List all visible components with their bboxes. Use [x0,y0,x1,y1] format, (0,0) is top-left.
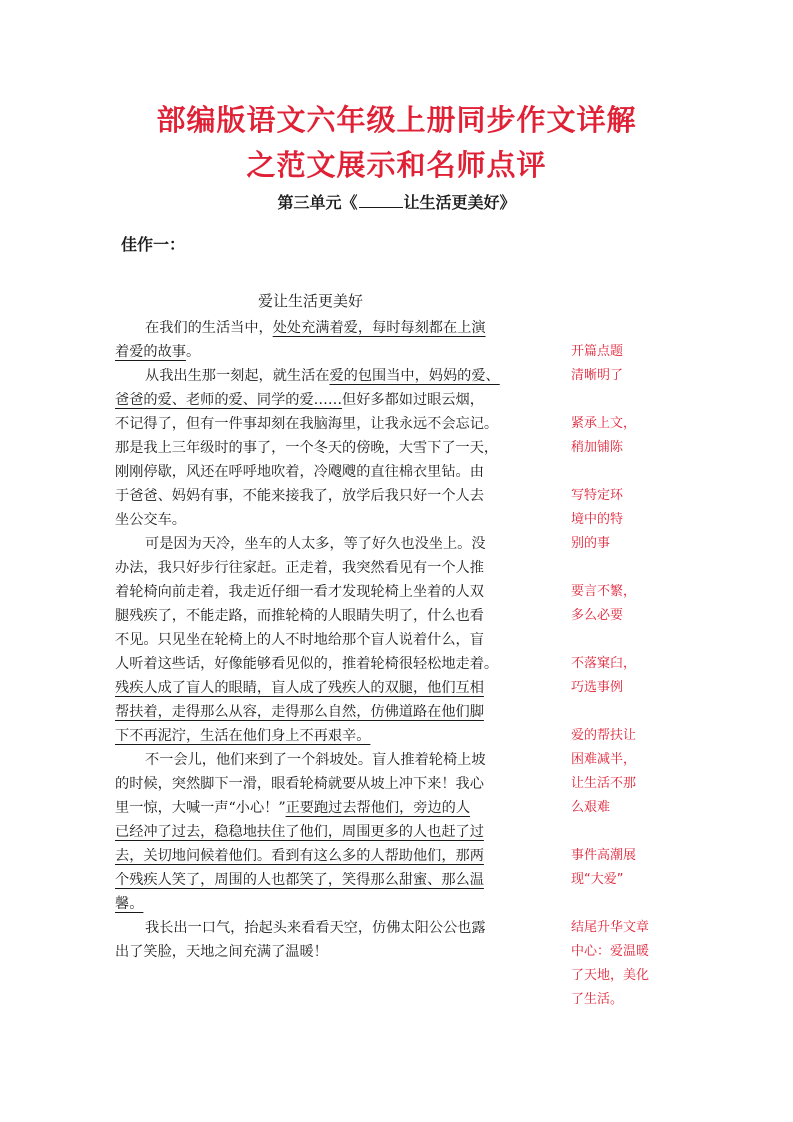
margin-note-line: 困难减半， [571,752,637,767]
underlined-text: 爸爸的爱、老师的爱、同学的爱…… [115,392,343,408]
margin-note [571,724,671,820]
margin-note [571,484,671,556]
essay-text: 我长出一口气，抬起头来看看天空，仿佛太阳公公也露 [145,920,486,936]
page-title-line1: 部编版语文六年级上册同步作文详解 [156,103,637,137]
section-label: 佳作一： [121,235,186,254]
margin-note-line: 别的事 [571,536,611,551]
underlined-text: 着爱的故事 [115,344,186,360]
essay-line [115,628,545,652]
essay-text: 从我出生那一刻起，就生活在 [145,368,330,384]
margin-note-line: 事件高潮展 [571,848,637,863]
margin-note [571,844,671,892]
essay-line [115,676,545,700]
essay-line [115,484,545,508]
essay-text: 办法，我只好步行往家赶。正走着，我突然看见有一个人推 [115,560,484,576]
essay-text: 但好多都如过眼云烟， [342,392,484,408]
margin-note [571,916,671,1012]
essay-text: 出了笑脸，天地之间充满了温暖！ [115,944,328,960]
essay-line [115,508,545,532]
essay-text: 可是因为天冷，坐车的人太多，等了好久也没坐上。没 [145,536,486,552]
unit-suffix: 让生活更美好》 [403,193,516,212]
essay-text: 刚刚停歇，风还在呼呼地吹着，冷飕飕的直往棉衣里钻。由 [115,464,484,480]
essay-line [115,340,545,364]
essay-text: 不一会儿，他们来到了一个斜坡处。盲人推着轮椅上坡 [145,752,486,768]
margin-note [571,652,671,700]
essay-line [115,460,545,484]
essay-line [115,604,545,628]
margin-note-line: 了生活。 [571,992,624,1007]
essay-line [115,724,545,748]
essay-text: 坐公交车。 [115,512,186,528]
essay-title: 爱让生活更美好 [258,292,364,310]
essay-line [115,796,545,820]
essay-text: 不见。只见坐在轮椅上的人不时地给那个盲人说着什么，盲 [115,632,484,648]
essay-line [115,532,575,556]
margin-note-line: 了天地，美化 [571,968,650,983]
margin-note [571,340,671,388]
margin-note-line: 多么必要 [571,608,624,623]
essay-line [115,388,545,412]
underlined-text: 已经冲了过去，稳稳地扶住了他们，周围更多的人也赶了过 [115,824,484,840]
essay-line [115,580,545,604]
essay-line [115,556,545,580]
underlined-text: 处处充满着爱，每时每刻都在上演 [272,320,486,336]
page-title-line2: 之范文展示和名师点评 [246,148,547,182]
essay-text: 在我们的生活当中， [145,320,273,336]
underlined-text: 正要跑过去帮他们，旁边的人 [285,800,471,816]
margin-note [571,412,671,460]
margin-note [571,580,671,628]
essay-text: 里一惊，大喊一声“小心！” [115,800,286,816]
essay-line [115,436,545,460]
essay-line [115,700,545,724]
margin-note-line: 爱的帮扶让 [571,728,637,743]
unit-subtitle [0,190,793,213]
margin-note-line: 让生活不那 [571,776,637,791]
essay-line [115,316,575,340]
margin-note-line: 么艰难 [571,800,611,815]
underlined-text: 残疾人成了盲人的眼睛，盲人成了残疾人的双腿，他们互相 [115,680,484,696]
essay-line [115,820,545,844]
essay-text: 不记得了，但有一件事却刻在我脑海里，让我永远不会忘记。 [115,416,499,432]
essay-text: 腿残疾了，不能走路，而推轮椅的人眼睛失明了，什么也看 [115,608,484,624]
margin-note-line: 现“大爱” [571,872,624,887]
essay-text: 的时候，突然脚下一滑，眼看轮椅就要从坡上冲下来！我心 [115,776,484,792]
essay-line [115,412,545,436]
underlined-text: 帮扶着，走得那么从容，走得那么自然，仿佛道路在他们脚 [115,704,484,720]
margin-note-line: 境中的特 [571,512,624,527]
margin-note-line: 稍加铺陈 [571,440,624,455]
essay-line [115,364,575,388]
fill-blank [359,193,403,208]
essay-line [115,844,545,868]
margin-note-line: 紧承上文， [571,416,637,431]
essay-line [115,892,545,916]
essay-text: 于爸爸、妈妈有事，不能来接我了，放学后我只好一个人去 [115,488,484,504]
essay-line [115,772,545,796]
margin-note-line: 开篇点题 [571,344,624,359]
margin-note-line: 写特定环 [571,488,624,503]
margin-note-line: 要言不繁， [571,584,637,599]
margin-note-line: 清晰明了 [571,368,624,383]
essay-text: 人听着这些话，好像能够看见似的，推着轮椅很轻松地走着。 [115,656,499,672]
essay-line [115,916,575,940]
margin-note-line: 结尾升华文章 [571,920,650,935]
underlined-text: 爱的包围当中，妈妈的爱、 [329,368,500,384]
essay-text: 着轮椅向前走着，我走近仔细一看才发现轮椅上坐着的人双 [115,584,484,600]
margin-note-line: 中心：爱温暖 [571,944,650,959]
underlined-text: 去，关切地问候着他们。看到有这么多的人帮助他们，那两 [115,848,484,864]
underlined-text: 下不再泥泞，生活在他们身上不再艰辛。 [115,728,371,744]
unit-prefix: 第三单元《 [277,193,358,212]
underlined-text: 馨。 [115,896,144,912]
essay-line [115,652,545,676]
essay-line [115,748,575,772]
essay-text: 那是我上三年级时的事了，一个冬天的傍晚，大雪下了一天， [115,440,499,456]
essay-text: 。 [185,344,201,360]
underlined-text: 个残疾人笑了，周围的人也都笑了，笑得那么甜蜜、那么温 [115,872,484,888]
margin-note-line: 巧选事例 [571,680,624,695]
margin-note-line: 不落窠臼， [571,656,637,671]
essay-line [115,868,545,892]
essay-line [115,940,545,964]
